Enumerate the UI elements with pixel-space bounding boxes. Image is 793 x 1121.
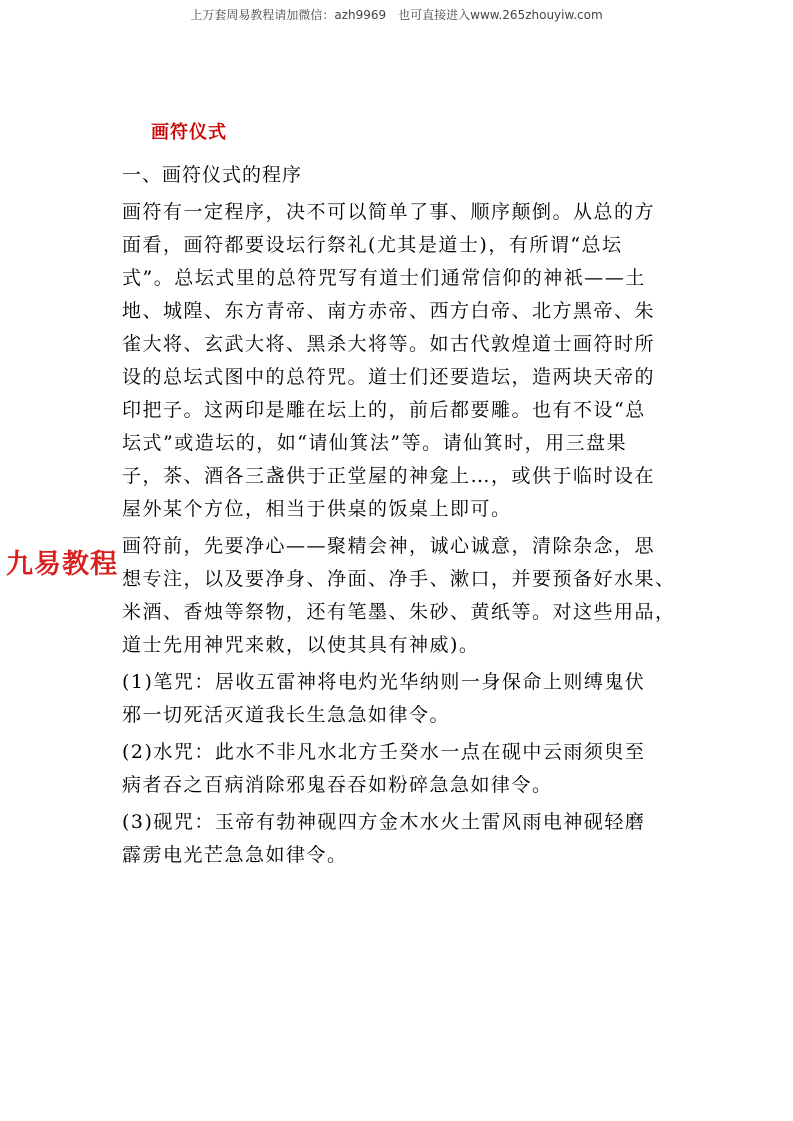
- watermark-logo: 九易教程: [6, 549, 118, 580]
- paragraph-inkstone-spell: [122, 806, 678, 872]
- paragraph-water-spell: [122, 736, 678, 802]
- paragraph-line: 式”。总坛式里的总符咒写有道士们通常信仰的神祇——土: [122, 267, 646, 289]
- paragraph-line: 邪一切死活灭道我长生急急如律令。: [122, 704, 451, 726]
- paragraph-line: 坛式”或造坛的，如“请仙箕法”等。请仙箕时，用三盘果: [122, 432, 628, 454]
- paragraph-line: 子，茶、酒各三盏供于正堂屋的神龛上…，或供于临时设在: [122, 465, 656, 487]
- paragraph-line: 想专注，以及要净身、净面、净手、漱口，并要预备好水果、: [122, 568, 676, 590]
- paragraph-2: [122, 530, 678, 662]
- section-heading: 一、画符仪式的程序: [122, 164, 303, 186]
- paragraph-line: 病者吞之百病消除邪鬼吞吞如粉碎急急如律令。: [122, 774, 553, 796]
- paragraph-line: (2)水咒：此水不非凡水北方壬癸水一点在砚中云雨须臾至: [122, 741, 646, 763]
- paragraph-line: 雀大将、玄武大将、黑杀大将等。如古代敦煌道士画符时所: [122, 333, 656, 355]
- document-title: 画符仪式: [151, 122, 227, 143]
- paragraph-1: [122, 196, 678, 526]
- paragraph-line: 屋外某个方位，相当于供桌的饭桌上即可。: [122, 498, 512, 520]
- paragraph-line: 画符有一定程序，决不可以简单了事、顺序颠倒。从总的方: [122, 201, 656, 223]
- paragraph-line: 道士先用神咒来敕，以使其具有神威)。: [122, 634, 480, 656]
- page-header-note: 上万套周易教程请加微信：azh9969 也可直接进入www.265zhouyiw.com: [190, 8, 603, 22]
- paragraph-line: 画符前，先要净心——聚精会神，诚心诚意，清除杂念，思: [122, 535, 656, 557]
- paragraph-line: (1)笔咒：居收五雷神将电灼光华纳则一身保命上则缚鬼伏: [122, 671, 646, 693]
- paragraph-line: 米酒、香烛等祭物，还有笔墨、朱砂、黄纸等。对这些用品，: [122, 601, 676, 623]
- paragraph-line: 印把子。这两印是雕在坛上的，前后都要雕。也有不设“总: [122, 399, 646, 421]
- paragraph-line: 地、城隍、东方青帝、南方赤帝、西方白帝、北方黑帝、朱: [122, 300, 656, 322]
- document-body: [122, 196, 678, 876]
- paragraph-pen-spell: [122, 666, 678, 732]
- paragraph-line: (3)砚咒：玉帝有勃神砚四方金木水火土雷风雨电神砚轻磨: [122, 811, 646, 833]
- paragraph-line: 霹雳电光芒急急如律令。: [122, 844, 348, 866]
- paragraph-line: 面看，画符都要设坛行祭礼(尤其是道士)，有所谓“总坛: [122, 234, 623, 256]
- paragraph-line: 设的总坛式图中的总符咒。道士们还要造坛，造两块天帝的: [122, 366, 656, 388]
